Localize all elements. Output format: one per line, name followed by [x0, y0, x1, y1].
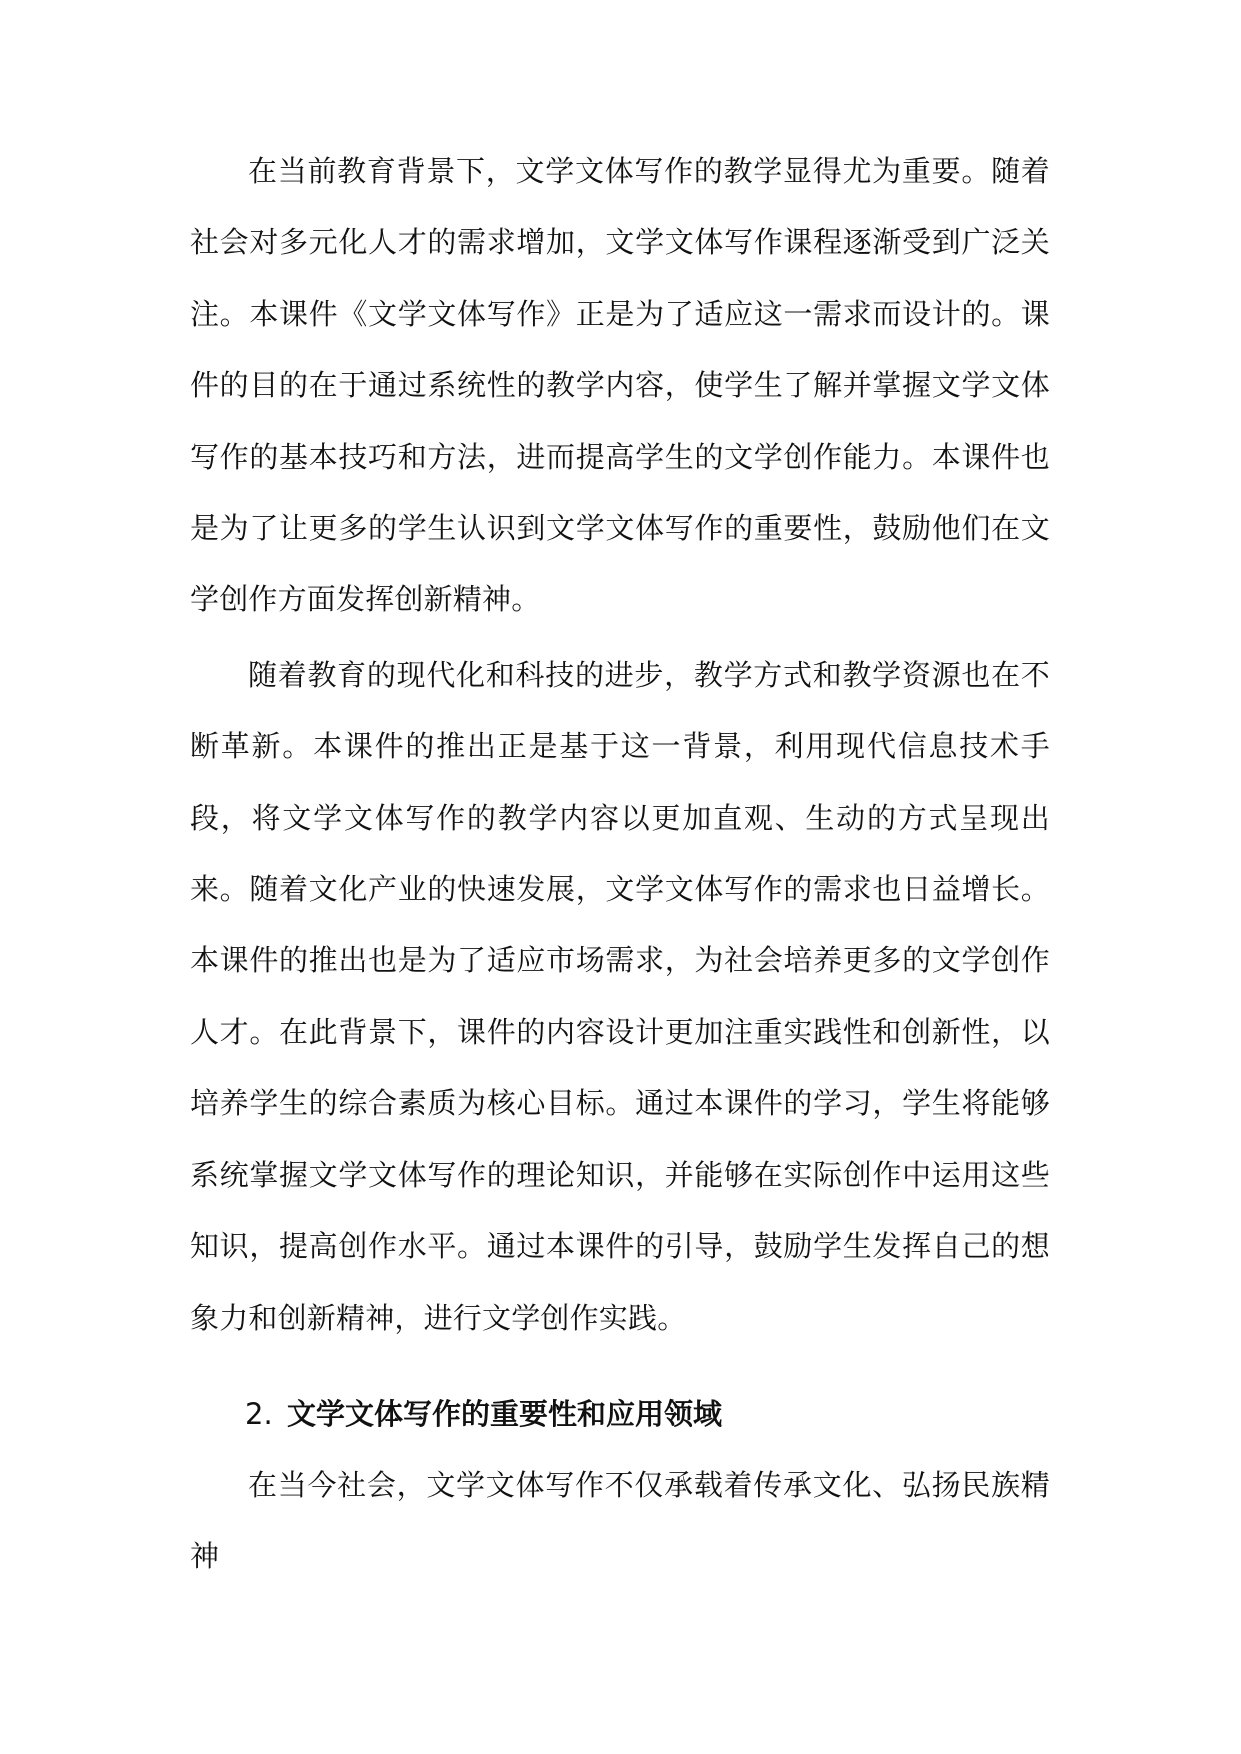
body-paragraph: 在当前教育背景下，文学文体写作的教学显得尤为重要。随着社会对多元化人才的需求增加，文学文体写作课程逐渐受到广泛关注。本课件《文学文体写作》正是为了适应这一需求而设计的。课件的目的在于通过系统性的教学内容，使学生了解并掌握文学文体写作的基本技巧和方法，进而提高学生的文学创作能力。本课件也是为了让更多的学生认识到文学文体写作的重要性，鼓励他们在文学创作方面发挥创新精神。 — [190, 154, 1050, 617]
section-heading — [190, 1384, 1050, 1444]
body-paragraph: 随着教育的现代化和科技的进步，教学方式和教学资源也在不断革新。本课件的推出正是基于这一背景，利用现代信息技术手段，将文学文体写作的教学内容以更加直观、生动的方式呈现出来。随着文化产业的快速发展，文学文体写作的需求也日益增长。本课件的推出也是为了适应市场需求，为社会培养更多的文学创作人才。在此背景下，课件的内容设计更加注重实践性和创新性，以培养学生的综合素质为核心目标。通过本课件的学习，学生将能够系统掌握文学文体写作的理论知识，并能够在实际创作中运用这些知识，提高创作水平。通过本课件的引导，鼓励学生发挥自己的想象力和创新精神，进行文学创作实践。 — [190, 657, 1050, 1335]
document-body — [190, 136, 1050, 1597]
body-paragraph: 在当今社会，文学文体写作不仅承载着传承文化、弘扬民族精神 — [190, 1467, 1050, 1574]
section-title: 文学文体写作的重要性和应用领域 — [287, 1396, 723, 1431]
section-number: 2. — [245, 1396, 273, 1431]
